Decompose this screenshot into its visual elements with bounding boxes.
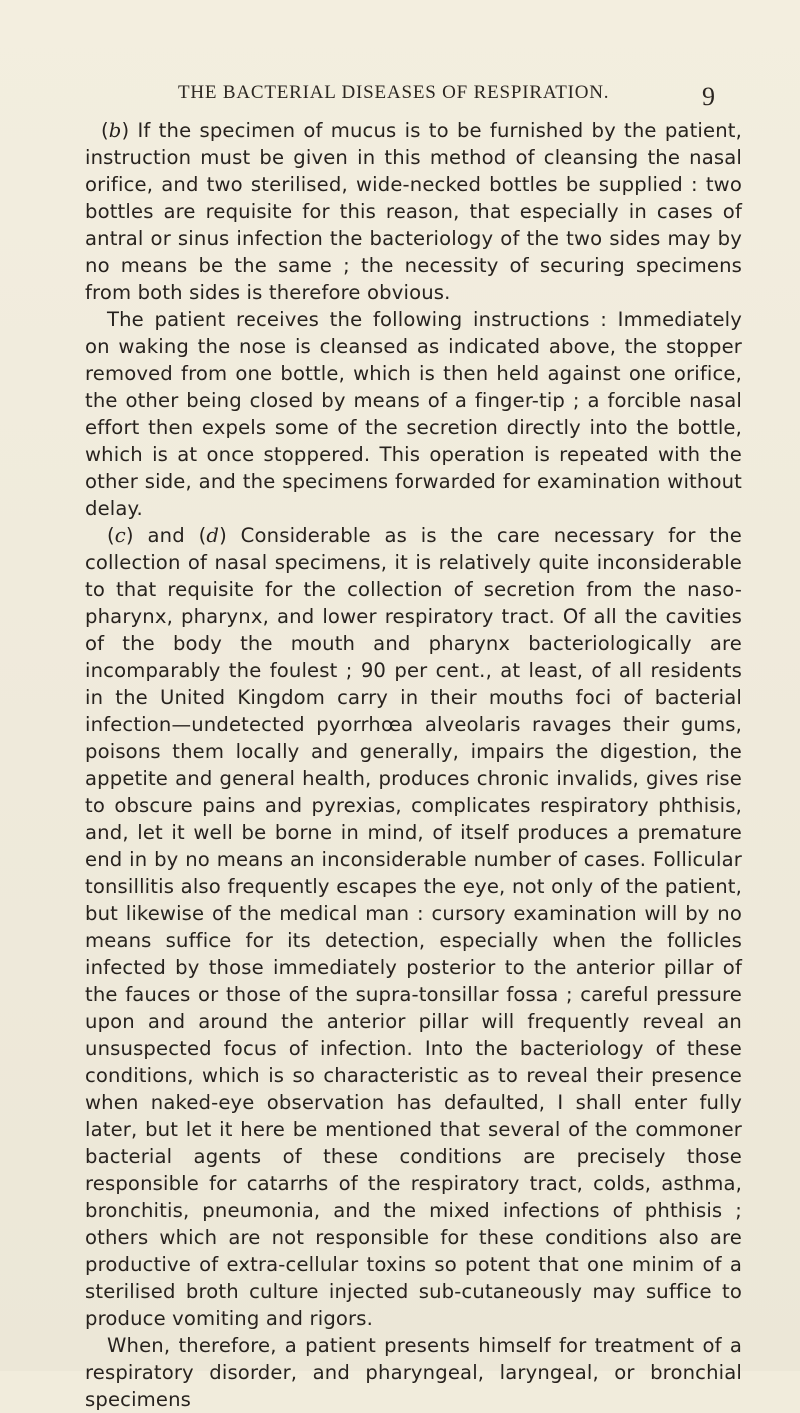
paragraph-b-text: If the specimen of mucus is to be furnished by the patient, instruction must be given in this method of cleansing the nasal orifice, and two sterilised, wide-necked bottles be supplied : two bottles are requisite for this reason, that especially in cases of antral or sinus infection the bacteriology of the two sides may by no means be the same ; the necessity of securing specimens from both sides is therefore obvious. — [85, 119, 742, 304]
paragraph-c-d — [85, 522, 742, 1332]
paragraph-b — [85, 117, 742, 306]
paragraph-c-marker: c — [114, 524, 126, 547]
paragraph-b-marker: b — [108, 119, 122, 142]
paragraph-when-text: When, therefore, a patient presents himself for treatment of a respiratory disorder, and pharyngeal, laryngeal, or bronchial specimens — [85, 1334, 742, 1411]
paragraph-d-marker: d — [206, 524, 220, 547]
paragraph-b-open-paren: ( — [101, 119, 109, 142]
paragraph-instructions — [85, 306, 742, 522]
paragraph-when — [85, 1332, 742, 1413]
page-number: 9 — [702, 82, 715, 111]
paragraph-c-d-text: Considerable as is the care necessary for the collection of nasal specimens, it is relatively quite inconsiderable to that requisite for the collection of secretion from the naso-pharynx, pharynx, and lower respiratory tract. Of all the cavities of the body the mouth and pharynx bacteriologically are incomparably the foulest ; 90 per cent., at least, of all residents in the United Kingdom carry in their mouths foci of bacterial infection—undetected pyorrhœa alveolaris ravages their gums, poisons them locally and generally, impairs the digestion, the appetite and general health, produces chronic invalids, gives rise to obscure pains and pyrexias, complicates respiratory phthisis, and, let it well be borne in mind, of itself produces a premature end in by no means an inconsiderable number of cases. Follicular tonsillitis also frequently escapes the eye, not only of the patient, but likewise of the medical man : cursory examination will by no means suffice for its detection, especially when the follicles infected by those immediately posterior to the anterior pillar of the fauces or those of the supra-tonsillar fossa ; careful pressure upon and around the anterior pillar will frequently reveal an unsuspected focus of infection. Into the bacteriology of these conditions, which is so characteristic as to reveal their presence when naked-eye observation has defaulted, I shall enter fully later, but let it here be mentioned that several of the commoner bacterial agents of these conditions are precisely those responsible for catarrhs of the respiratory tract, colds, asthma, bronchitis, pneumonia, and the mixed infections of phthisis ; others which are not responsible for these conditions also are productive of extra-cellular toxins so potent that one minim of a sterilised broth culture injected sub-cutaneously may suffice to produce vomiting and rigors. — [85, 524, 742, 1330]
paragraph-b-close-paren: ) — [121, 119, 130, 142]
body-text — [85, 117, 742, 1413]
paragraph-instructions-text: The patient receives the following instructions : Immediately on waking the nose is cleansed as indicated above, the stopper removed from one bottle, which is then held against one orifice, the other being closed by means of a finger-tip ; a forcible nasal effort then expels some of the secretion directly into the bottle, which is at once stoppered. This operation is repeated with the other side, and the specimens forwarded for examination without delay. — [85, 308, 742, 520]
paragraph-c-open-paren: ( — [107, 524, 115, 547]
paragraph-c-d-connector: and — [133, 524, 199, 547]
running-title: THE BACTERIAL DISEASES OF RESPIRATION. — [178, 82, 610, 103]
paragraph-d-close-paren: ) — [219, 524, 227, 547]
page-header — [0, 76, 800, 111]
paragraph-c-close-paren: ) — [125, 524, 134, 547]
paragraph-d-open-paren: ( — [198, 524, 207, 547]
